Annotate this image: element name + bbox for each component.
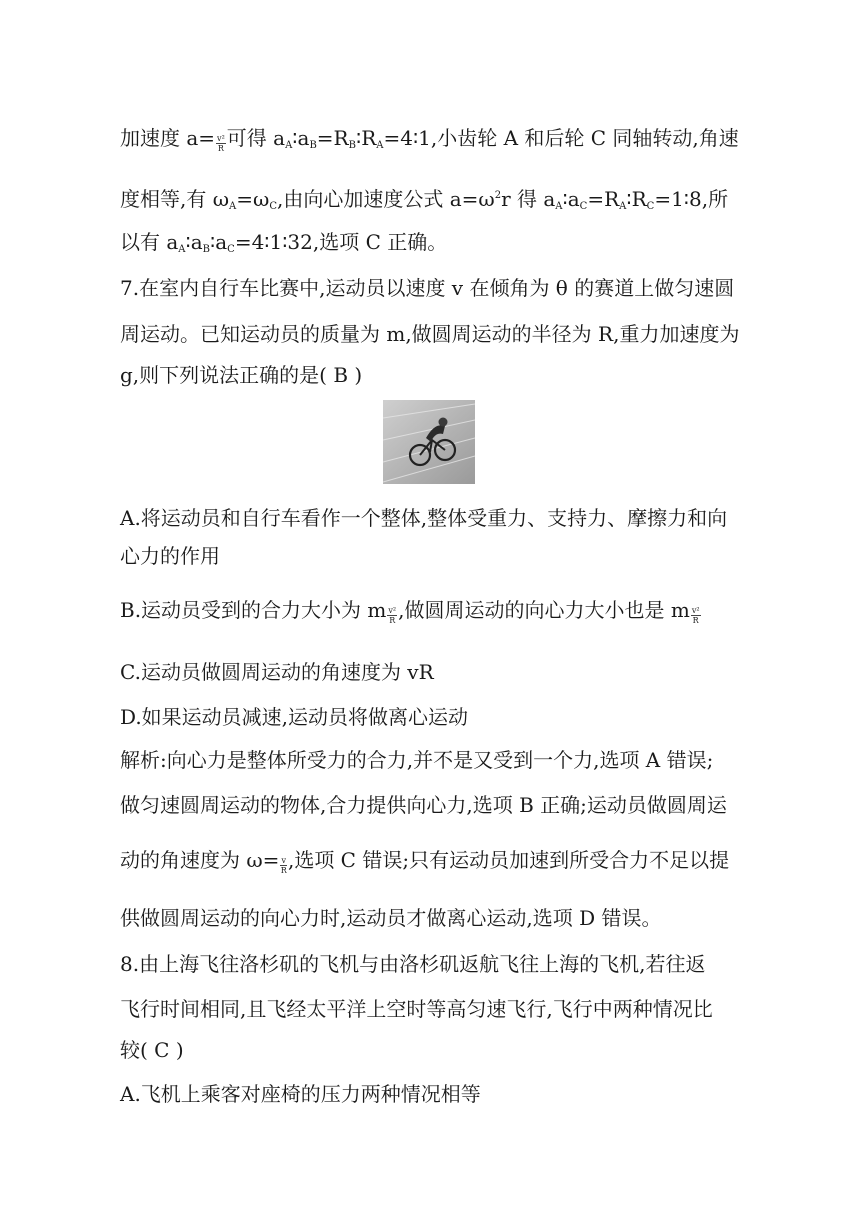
- q8-stem-line-1: 8.由上海飞往洛杉矶的飞机与由洛杉矶返航飞往上海的飞机,若往返: [120, 952, 706, 976]
- q7-option-b: B.运动员受到的合力大小为 m $\frac{\text{v²}}{R}$ ,做圆周运动的向心力大小也是 m $\frac{\text{v²}}{R}$: [120, 598, 700, 625]
- q7-stem-line-3: g,则下列说法正确的是( B ): [120, 363, 363, 387]
- q7-option-a-line-2: 心力的作用: [120, 544, 220, 568]
- solution-line-2: 度相等,有 $\omega_A=\omega_C$,由向心加速度公式 $a=\omega^2r$ 得 $a_A∶a_C=R_A∶R_C=1∶8$,所: [120, 187, 729, 212]
- q7-stem-line-1: 7.在室内自行车比赛中,运动员以速度 v 在倾角为 θ 的赛道上做匀速圆: [120, 276, 735, 300]
- q7-analysis-line-1: 解析:向心力是整体所受力的合力,并不是又受到一个力,选项 A 错误;: [120, 748, 714, 772]
- q7-analysis-line-4: 供做圆周运动的向心力时,运动员才做离心运动,选项 D 错误。: [120, 906, 662, 930]
- fraction-v2-over-r: $\frac{\text{v²}}{R}$: [388, 606, 397, 625]
- q7-option-c: C.运动员做圆周运动的角速度为 vR: [120, 660, 434, 684]
- q8-stem-line-2: 飞行时间相同,且飞经太平洋上空时等高匀速飞行,飞行中两种情况比: [120, 997, 713, 1021]
- fraction-v2-over-r: $\frac{\text{v²}}{R}$: [217, 134, 225, 153]
- q8-option-a: A.飞机上乘客对座椅的压力两种情况相等: [120, 1082, 481, 1106]
- q7-option-d: D.如果运动员减速,运动员将做离心运动: [120, 705, 469, 729]
- q8-stem-line-3: 较( C ): [120, 1038, 184, 1062]
- q7-analysis-line-3: 动的角速度为 ω= $\frac{v}{R}$ ,选项 C 错误;只有运动员加速到所受合力不足以提: [120, 848, 730, 875]
- cyclist-photo: [383, 400, 475, 484]
- solution-line-1: 加速度 a= $\frac{\text{v²}}{R}$ 可得 $a_A∶a_B=R_B∶R_A=4∶1$,小齿轮 A 和后轮 C 同轴转动,角速: [120, 126, 739, 153]
- q7-option-a-line-1: A.将运动员和自行车看作一个整体,整体受重力、支持力、摩擦力和向: [120, 506, 728, 530]
- solution-line-3: 以有 $a_A∶a_B∶a_C=4∶1∶32$,选项 C 正确。: [120, 230, 448, 255]
- q7-stem-line-2: 周运动。已知运动员的质量为 m,做圆周运动的半径为 R,重力加速度为: [120, 322, 740, 346]
- fraction-v2-over-r: $\frac{\text{v²}}{R}$: [691, 606, 700, 625]
- fraction-v-over-r: $\frac{v}{R}$: [280, 856, 287, 875]
- q7-analysis-line-2: 做匀速圆周运动的物体,合力提供向心力,选项 B 正确;运动员做圆周运: [120, 793, 727, 817]
